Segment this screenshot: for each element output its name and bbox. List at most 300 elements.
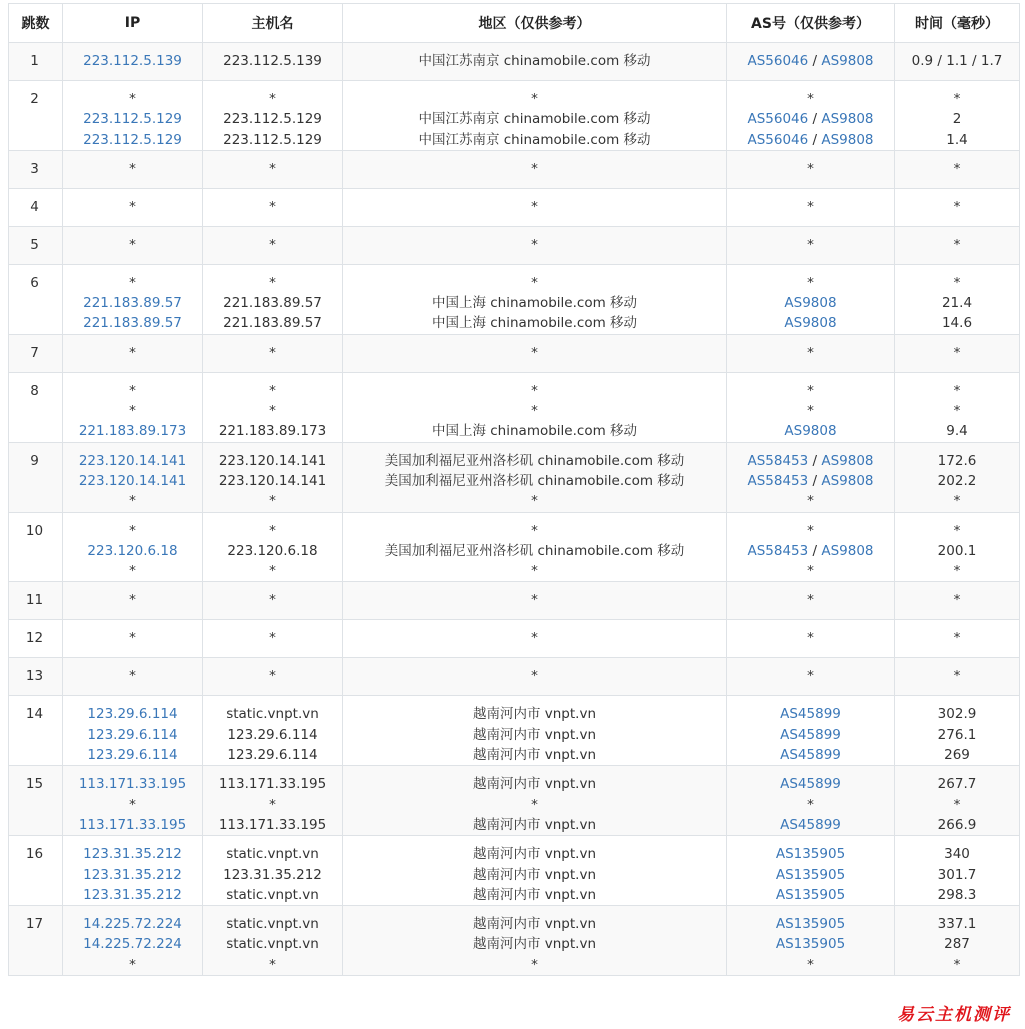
ip-value: * — [129, 91, 136, 107]
time-value: 287 — [944, 936, 970, 953]
hostname-cell — [203, 43, 343, 81]
time-value: * — [953, 592, 961, 609]
ip-cell — [63, 582, 203, 620]
as-cell — [727, 766, 895, 836]
as-value: * — [807, 796, 814, 813]
ip-cell — [63, 442, 203, 512]
table-row — [9, 658, 1020, 696]
as-value: * — [807, 382, 814, 399]
ip-value: * — [129, 403, 136, 420]
region-value: 美国加利福尼亚州洛杉矶 chinamobile.com 移动 — [384, 472, 685, 489]
ip-value: * — [129, 668, 136, 685]
hop-number: 8 — [9, 372, 63, 442]
time-value: 14.6 — [941, 315, 973, 332]
hostname-cell — [203, 836, 343, 906]
hostname-cell — [203, 150, 343, 188]
as-cell — [727, 372, 895, 442]
ip-value: * — [129, 344, 136, 361]
hostname-value: * — [269, 91, 276, 107]
time-value: 2 — [952, 111, 962, 128]
time-value: 9.4 — [946, 423, 968, 440]
hostname-value: 113.171.33.195 — [218, 776, 327, 793]
as-link[interactable]: AS9808 — [784, 315, 837, 332]
as-link[interactable]: AS9808 — [821, 472, 874, 489]
table-row — [9, 836, 1020, 906]
time-value: 337.1 — [937, 916, 977, 933]
region-value: 越南河内市 vnpt.vn — [472, 776, 597, 793]
hop-number: 12 — [9, 620, 63, 658]
hostname-cell — [203, 442, 343, 512]
as-value: * — [807, 160, 814, 177]
region-value: 越南河内市 vnpt.vn — [472, 726, 597, 743]
as-line — [729, 51, 892, 71]
as-line — [729, 343, 892, 363]
as-link[interactable]: AS45899 — [780, 747, 841, 764]
as-link[interactable]: AS9808 — [784, 423, 837, 440]
as-link[interactable]: AS135905 — [775, 886, 846, 903]
hostname-value: * — [269, 796, 276, 813]
time-cell — [895, 696, 1020, 766]
region-cell — [343, 226, 727, 264]
region-value: * — [531, 956, 538, 973]
region-value: 越南河内市 vnpt.vn — [472, 816, 597, 833]
as-line — [729, 421, 892, 441]
region-cell — [343, 334, 727, 372]
time-value: * — [953, 274, 961, 291]
time-value: 0.9 / 1.1 / 1.7 — [911, 53, 1003, 69]
hostname-cell — [203, 620, 343, 658]
region-value: * — [531, 668, 538, 685]
as-line — [729, 521, 892, 541]
region-cell — [343, 264, 727, 334]
as-value: * — [807, 668, 814, 685]
hostname-value: * — [269, 198, 276, 215]
header-hostname: 主机名 — [203, 4, 343, 43]
as-link[interactable]: AS135905 — [775, 866, 846, 883]
as-cell — [727, 658, 895, 696]
region-value: * — [531, 522, 538, 539]
region-cell — [343, 442, 727, 512]
as-line — [729, 89, 892, 109]
region-cell — [343, 188, 727, 226]
table-row — [9, 81, 1020, 151]
as-link[interactable]: AS9808 — [821, 131, 874, 148]
as-link[interactable]: AS135905 — [775, 846, 846, 863]
hostname-cell — [203, 372, 343, 442]
hostname-value: static.vnpt.vn — [226, 936, 319, 953]
table-row — [9, 442, 1020, 512]
time-value: * — [953, 160, 961, 177]
hostname-value: 221.183.89.57 — [223, 315, 322, 332]
as-line — [729, 471, 892, 491]
hop-number: 17 — [9, 906, 63, 976]
hostname-cell — [203, 188, 343, 226]
ip-link[interactable]: 113.171.33.195 — [78, 816, 187, 833]
region-value: 中国江苏南京 chinamobile.com 移动 — [418, 131, 651, 148]
region-value: * — [531, 796, 538, 813]
as-line — [729, 197, 892, 217]
as-value: * — [807, 592, 814, 609]
hop-number: 9 — [9, 442, 63, 512]
time-value: * — [953, 630, 961, 647]
time-cell — [895, 264, 1020, 334]
ip-link[interactable]: 223.112.5.129 — [83, 131, 182, 148]
time-value: * — [953, 493, 961, 510]
region-value: * — [531, 91, 538, 107]
time-value: * — [953, 382, 961, 399]
as-separator: / — [808, 542, 822, 559]
ip-value: * — [129, 493, 136, 510]
hostname-value: * — [269, 160, 276, 177]
ip-cell — [63, 150, 203, 188]
time-value: * — [953, 236, 961, 253]
ip-link[interactable]: 123.29.6.114 — [87, 726, 178, 743]
as-link[interactable]: AS56046 — [747, 53, 809, 69]
ip-cell — [63, 334, 203, 372]
as-line — [729, 865, 892, 885]
hostname-cell — [203, 906, 343, 976]
as-line — [729, 313, 892, 333]
region-value: 越南河内市 vnpt.vn — [472, 846, 597, 863]
region-value: 越南河内市 vnpt.vn — [472, 866, 597, 883]
as-cell — [727, 81, 895, 151]
time-cell — [895, 226, 1020, 264]
as-cell — [727, 620, 895, 658]
as-value: * — [807, 493, 814, 510]
as-value: * — [807, 344, 814, 361]
ip-link[interactable]: 223.112.5.139 — [83, 53, 182, 69]
as-value: * — [807, 522, 814, 539]
as-separator: / — [808, 452, 822, 469]
as-link[interactable]: AS58453 — [747, 452, 809, 469]
time-cell — [895, 188, 1020, 226]
hostname-cell — [203, 766, 343, 836]
ip-cell — [63, 43, 203, 81]
as-cell — [727, 906, 895, 976]
hostname-value: static.vnpt.vn — [226, 706, 319, 723]
hostname-value: * — [269, 522, 276, 539]
time-value: 276.1 — [937, 726, 977, 743]
header-hop: 跳数 — [9, 4, 63, 43]
ip-link[interactable]: 113.171.33.195 — [78, 776, 187, 793]
as-line — [729, 934, 892, 954]
time-cell — [895, 658, 1020, 696]
as-link[interactable]: AS9808 — [821, 53, 874, 69]
hostname-cell — [203, 696, 343, 766]
as-value: * — [807, 956, 814, 973]
hostname-value: * — [269, 382, 276, 399]
as-separator: / — [808, 53, 822, 69]
ip-value: * — [129, 956, 136, 973]
as-link[interactable]: AS58453 — [747, 472, 809, 489]
as-link[interactable]: AS45899 — [780, 706, 841, 723]
table-row — [9, 226, 1020, 264]
table-header-row — [9, 4, 1020, 43]
hostname-value: 221.183.89.173 — [218, 423, 327, 440]
as-cell — [727, 696, 895, 766]
region-cell — [343, 658, 727, 696]
hostname-value: static.vnpt.vn — [226, 846, 319, 863]
as-line — [729, 666, 892, 686]
ip-link[interactable]: 123.31.35.212 — [83, 886, 182, 903]
as-link[interactable]: AS56046 — [747, 131, 809, 148]
hostname-value: * — [269, 630, 276, 647]
as-line — [729, 561, 892, 581]
time-cell — [895, 512, 1020, 582]
as-link[interactable]: AS135905 — [775, 916, 846, 933]
time-cell — [895, 582, 1020, 620]
as-link[interactable]: AS45899 — [780, 816, 841, 833]
ip-value: * — [129, 274, 136, 291]
time-value: 266.9 — [937, 816, 977, 833]
time-cell — [895, 43, 1020, 81]
time-value: 298.3 — [937, 886, 977, 903]
as-line — [729, 130, 892, 150]
hostname-value: * — [269, 236, 276, 253]
as-cell — [727, 836, 895, 906]
time-value: * — [953, 956, 961, 973]
hop-number: 16 — [9, 836, 63, 906]
ip-value: * — [129, 563, 136, 580]
hostname-value: * — [269, 956, 276, 973]
region-value: 中国上海 chinamobile.com 移动 — [431, 423, 638, 440]
time-value: 21.4 — [941, 295, 973, 312]
as-line — [729, 774, 892, 794]
table-row — [9, 150, 1020, 188]
as-cell — [727, 442, 895, 512]
hostname-value: 223.112.5.129 — [223, 131, 322, 148]
ip-cell — [63, 696, 203, 766]
region-value: 越南河内市 vnpt.vn — [472, 936, 597, 953]
ip-value: * — [129, 198, 136, 215]
region-cell — [343, 150, 727, 188]
hop-number: 7 — [9, 334, 63, 372]
hostname-cell — [203, 658, 343, 696]
ip-cell — [63, 372, 203, 442]
as-line — [729, 590, 892, 610]
ip-cell — [63, 836, 203, 906]
as-line — [729, 293, 892, 313]
time-value: 172.6 — [937, 452, 977, 469]
hop-number: 6 — [9, 264, 63, 334]
ip-link[interactable]: 221.183.89.57 — [83, 295, 182, 312]
hostname-cell — [203, 81, 343, 151]
time-cell — [895, 150, 1020, 188]
region-cell — [343, 906, 727, 976]
as-link[interactable]: AS9808 — [784, 295, 837, 312]
time-value: 202.2 — [937, 472, 977, 489]
time-cell — [895, 836, 1020, 906]
region-cell — [343, 372, 727, 442]
hop-number: 2 — [9, 81, 63, 151]
ip-cell — [63, 512, 203, 582]
header-time: 时间（毫秒） — [895, 4, 1020, 43]
time-value: 200.1 — [937, 542, 977, 559]
as-value: * — [807, 236, 814, 253]
time-value: * — [953, 522, 961, 539]
time-cell — [895, 81, 1020, 151]
hostname-value: static.vnpt.vn — [226, 916, 319, 933]
time-cell — [895, 620, 1020, 658]
ip-link[interactable]: 14.225.72.224 — [83, 936, 182, 953]
as-link[interactable]: AS135905 — [775, 936, 846, 953]
traceroute-table — [8, 3, 1020, 976]
table-row — [9, 766, 1020, 836]
region-cell — [343, 836, 727, 906]
region-value: * — [531, 403, 538, 420]
time-value: * — [953, 344, 961, 361]
table-row — [9, 696, 1020, 766]
region-cell — [343, 582, 727, 620]
ip-cell — [63, 658, 203, 696]
as-cell — [727, 188, 895, 226]
hostname-value: 221.183.89.57 — [223, 295, 322, 312]
ip-value: * — [129, 522, 136, 539]
as-line — [729, 815, 892, 835]
ip-link[interactable]: 221.183.89.173 — [78, 423, 187, 440]
time-value: * — [953, 563, 961, 580]
hostname-value: * — [269, 563, 276, 580]
ip-link[interactable]: 123.29.6.114 — [87, 747, 178, 764]
as-cell — [727, 512, 895, 582]
hostname-value: * — [269, 274, 276, 291]
table-row — [9, 582, 1020, 620]
ip-link[interactable]: 123.31.35.212 — [83, 846, 182, 863]
hop-number: 5 — [9, 226, 63, 264]
hostname-cell — [203, 264, 343, 334]
region-value: 中国江苏南京 chinamobile.com 移动 — [418, 53, 651, 69]
ip-value: * — [129, 160, 136, 177]
time-cell — [895, 442, 1020, 512]
hostname-value: * — [269, 403, 276, 420]
ip-link[interactable]: 221.183.89.57 — [83, 315, 182, 332]
region-value: * — [531, 274, 538, 291]
hostname-value: * — [269, 668, 276, 685]
region-cell — [343, 620, 727, 658]
table-row — [9, 372, 1020, 442]
hop-number: 15 — [9, 766, 63, 836]
as-line — [729, 273, 892, 293]
region-value: * — [531, 198, 538, 215]
time-value: * — [953, 198, 961, 215]
hostname-value: * — [269, 493, 276, 510]
as-line — [729, 628, 892, 648]
region-cell — [343, 696, 727, 766]
hop-number: 3 — [9, 150, 63, 188]
ip-cell — [63, 81, 203, 151]
hostname-cell — [203, 226, 343, 264]
time-value: 302.9 — [937, 706, 977, 723]
as-link[interactable]: AS58453 — [747, 542, 809, 559]
as-line — [729, 795, 892, 815]
time-cell — [895, 372, 1020, 442]
ip-link[interactable]: 223.120.14.141 — [78, 452, 187, 469]
region-value: * — [531, 592, 538, 609]
as-link[interactable]: AS9808 — [821, 542, 874, 559]
region-value: 美国加利福尼亚州洛杉矶 chinamobile.com 移动 — [384, 452, 685, 469]
as-line — [729, 401, 892, 421]
ip-cell — [63, 906, 203, 976]
ip-link[interactable]: 123.31.35.212 — [83, 866, 182, 883]
time-cell — [895, 334, 1020, 372]
hostname-value: * — [269, 592, 276, 609]
as-line — [729, 159, 892, 179]
ip-link[interactable]: 223.112.5.129 — [83, 111, 182, 128]
header-region: 地区（仅供参考） — [343, 4, 727, 43]
table-row — [9, 43, 1020, 81]
as-line — [729, 914, 892, 934]
as-link[interactable]: AS9808 — [821, 452, 874, 469]
ip-link[interactable]: 123.29.6.114 — [87, 706, 178, 723]
as-line — [729, 109, 892, 129]
region-value: 越南河内市 vnpt.vn — [472, 747, 597, 764]
as-link[interactable]: AS9808 — [821, 111, 874, 128]
hostname-value: 223.120.14.141 — [218, 472, 327, 489]
time-value: * — [953, 91, 961, 107]
region-value: 中国上海 chinamobile.com 移动 — [431, 315, 638, 332]
as-link[interactable]: AS56046 — [747, 111, 809, 128]
as-link[interactable]: AS45899 — [780, 776, 841, 793]
hop-number: 13 — [9, 658, 63, 696]
as-cell — [727, 226, 895, 264]
region-value: * — [531, 563, 538, 580]
as-cell — [727, 582, 895, 620]
time-value: 301.7 — [937, 866, 977, 883]
region-value: 越南河内市 vnpt.vn — [472, 706, 597, 723]
ip-value: * — [129, 592, 136, 609]
hostname-value: 223.112.5.139 — [223, 53, 322, 69]
as-value: * — [807, 91, 814, 107]
region-value: * — [531, 630, 538, 647]
hostname-value: * — [269, 344, 276, 361]
as-line — [729, 541, 892, 561]
as-value: * — [807, 403, 814, 420]
region-cell — [343, 43, 727, 81]
ip-cell — [63, 620, 203, 658]
as-value: * — [807, 563, 814, 580]
as-line — [729, 491, 892, 511]
region-value: 美国加利福尼亚州洛杉矶 chinamobile.com 移动 — [384, 542, 685, 559]
as-line — [729, 844, 892, 864]
as-value: * — [807, 274, 814, 291]
hop-number: 10 — [9, 512, 63, 582]
as-line — [729, 745, 892, 765]
ip-link[interactable]: 223.120.6.18 — [87, 542, 178, 559]
ip-link[interactable]: 14.225.72.224 — [83, 916, 182, 933]
ip-cell — [63, 766, 203, 836]
as-cell — [727, 334, 895, 372]
hostname-cell — [203, 334, 343, 372]
region-cell — [343, 766, 727, 836]
ip-link[interactable]: 223.120.14.141 — [78, 472, 187, 489]
ip-value: * — [129, 236, 136, 253]
time-cell — [895, 906, 1020, 976]
as-separator: / — [808, 472, 822, 489]
as-line — [729, 381, 892, 401]
region-value: * — [531, 344, 538, 361]
as-line — [729, 704, 892, 724]
time-value: * — [953, 403, 961, 420]
as-line — [729, 725, 892, 745]
as-line — [729, 451, 892, 471]
table-row — [9, 620, 1020, 658]
ip-cell — [63, 188, 203, 226]
as-line — [729, 955, 892, 975]
as-link[interactable]: AS45899 — [780, 726, 841, 743]
time-value: 1.4 — [946, 131, 968, 148]
hostname-value: 223.112.5.129 — [223, 111, 322, 128]
region-value: 中国江苏南京 chinamobile.com 移动 — [418, 111, 651, 128]
